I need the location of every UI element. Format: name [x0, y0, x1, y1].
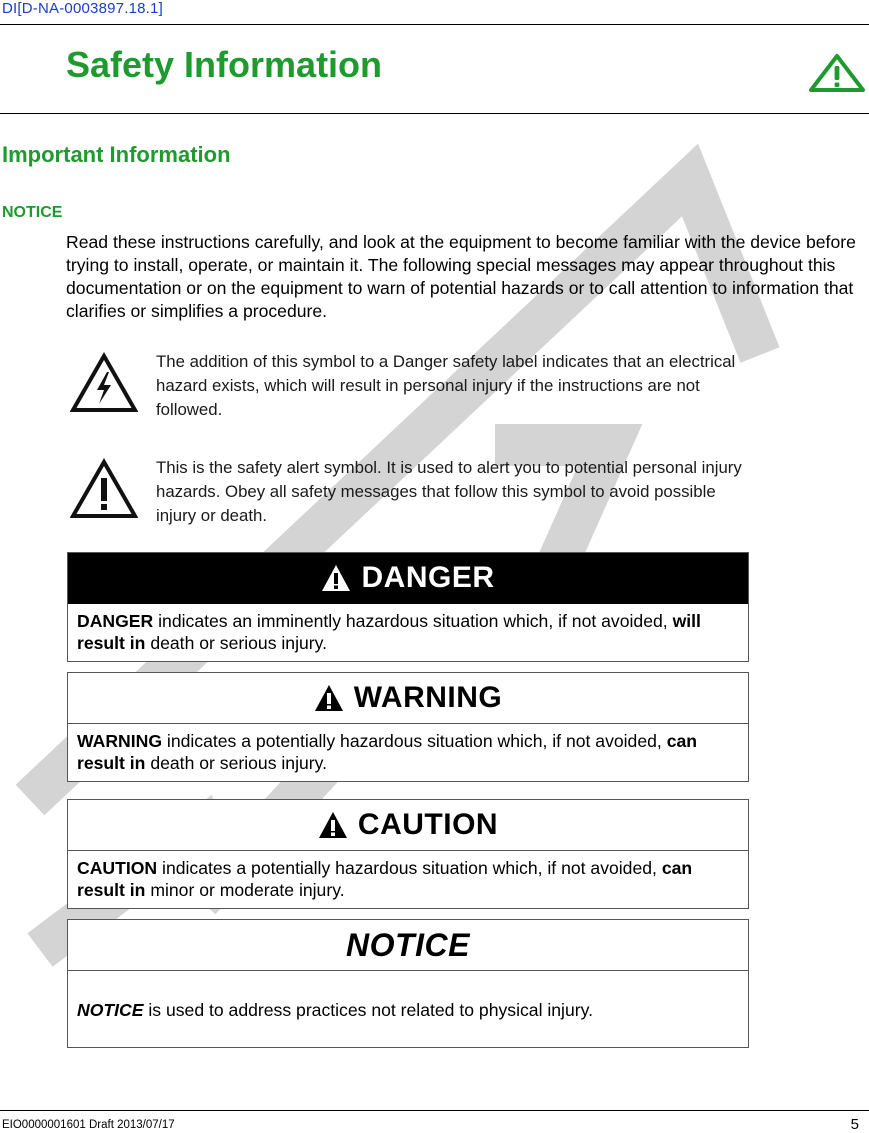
title-rule	[0, 113, 869, 114]
page-number: 5	[850, 1116, 859, 1133]
header-rule	[0, 24, 869, 25]
warning-box	[67, 672, 749, 782]
caution-header	[68, 800, 748, 851]
notice-heading: NOTICE	[346, 926, 470, 963]
document-id: DI[D-NA-0003897.18.1]	[2, 0, 163, 17]
page-title: Safety Information	[66, 44, 383, 85]
caution-term: CAUTION	[77, 858, 158, 878]
danger-text-end: death or serious injury.	[145, 633, 328, 653]
danger-text-part: indicates an imminently hazardous situation which, if not avoided,	[153, 611, 673, 631]
alert-triangle-icon	[321, 564, 351, 592]
warning-term: WARNING	[77, 731, 163, 751]
alert-triangle-icon	[318, 811, 348, 839]
footer-rule	[0, 1110, 869, 1111]
warning-text-part: indicates a potentially hazardous situation which, if not avoided,	[162, 731, 667, 751]
alert-triangle-icon	[314, 684, 344, 712]
caution-box	[67, 799, 749, 909]
notice-header	[68, 920, 748, 971]
danger-emphasis: will result in	[77, 611, 701, 653]
caution-emphasis: can result in	[77, 858, 693, 900]
danger-term: DANGER	[77, 611, 154, 631]
notice-text-part: is used to address practices not related to physical injury.	[143, 1000, 593, 1020]
danger-box	[67, 552, 749, 662]
notice-box	[67, 919, 749, 1048]
danger-text	[68, 604, 748, 661]
warning-header	[68, 673, 748, 724]
caution-text-part: indicates a potentially hazardous situation which, if not avoided,	[157, 858, 662, 878]
notice-term: NOTICE	[77, 1000, 144, 1020]
caution-heading: CAUTION	[357, 808, 499, 841]
footer-document-info: EIO0000001601 Draft 2013/07/17	[2, 1119, 175, 1131]
caution-text	[68, 851, 748, 908]
electrical-hazard-icon	[70, 352, 138, 414]
warning-text-end: death or serious injury.	[145, 753, 328, 773]
intro-paragraph: Read these instructions carefully, and look at the equipment to become familiar with the device before trying to install, operate, or maintain it. The following special messages may appear throughout this documentation or on the equipment to warn of potential hazards or to call attention to information that clarifies or simplifies a procedure.	[66, 232, 856, 321]
section-title: Important Information	[2, 142, 231, 167]
notice-label: NOTICE	[2, 204, 63, 221]
safety-alert-icon	[70, 458, 138, 520]
electrical-hazard-symbol-row	[68, 344, 748, 434]
danger-heading: DANGER	[361, 561, 495, 594]
safety-alert-description: This is the safety alert symbol. It is used to alert you to potential personal injury hazards. Obey all safety messages that follow this symbol to avoid possible injury or death.	[156, 458, 742, 525]
warning-text	[68, 724, 748, 781]
danger-header	[68, 553, 748, 604]
electrical-hazard-description: The addition of this symbol to a Danger safety label indicates that an electrical hazard exists, which will result in personal injury if the instructions are not followed.	[156, 352, 736, 419]
caution-text-end: minor or moderate injury.	[145, 880, 345, 900]
safety-alert-symbol-row	[68, 450, 748, 540]
warning-emphasis: can result in	[77, 731, 698, 773]
warning-triangle-icon	[808, 53, 866, 93]
notice-text	[68, 971, 748, 1047]
warning-heading: WARNING	[353, 681, 503, 714]
